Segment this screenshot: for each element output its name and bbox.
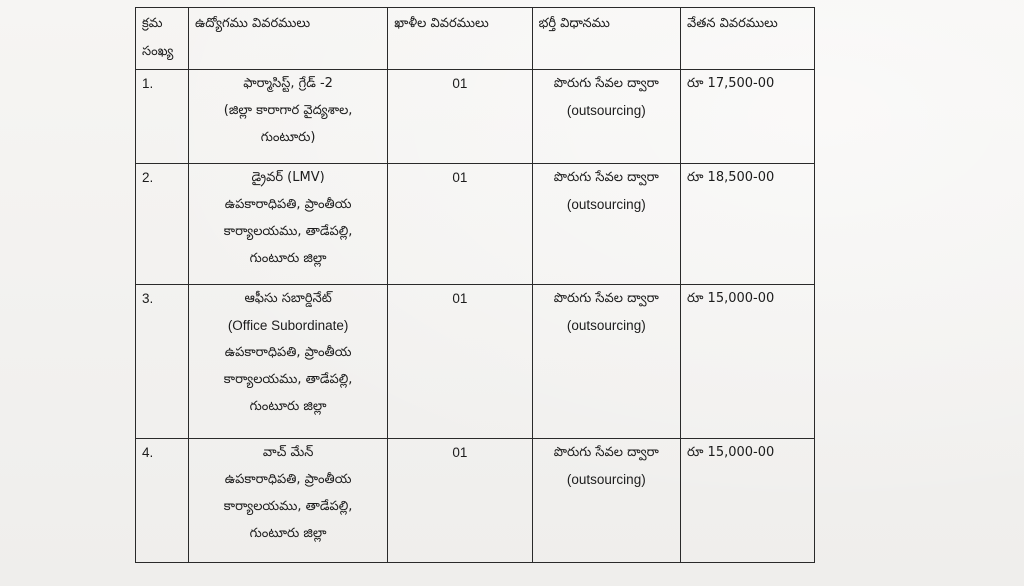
row-salary: రూ 15,000-00 <box>681 439 815 563</box>
header-recruitment-method: భర్తీ విధానము <box>532 8 680 70</box>
row-vacancy-count: 01 <box>388 285 532 439</box>
header-serial-line-2: సంఖ్య <box>142 44 174 59</box>
row-vacancy-count: 01 <box>388 70 532 164</box>
row-salary: రూ 15,000-00 <box>681 285 815 439</box>
job-line: ఉపకారాధిపతి, ప్రాంతీయ <box>224 197 352 212</box>
header-vacancy-details: ఖాళీల వివరములు <box>388 8 532 70</box>
job-line: కార్యాలయము, తాడేపల్లి, <box>223 499 353 514</box>
job-line: గుంటూరు జిల్లా <box>249 251 327 266</box>
row-job-details <box>188 70 387 164</box>
row-recruitment-method <box>532 439 680 563</box>
job-line: ఆఫీసు సబార్డినేట్ <box>244 291 332 306</box>
row-recruitment-method <box>532 285 680 439</box>
method-line: (outsourcing) <box>566 197 646 212</box>
row-salary: రూ 18,500-00 <box>681 164 815 285</box>
job-line: గుంటూరు జిల్లా <box>249 399 327 414</box>
table-row <box>136 70 815 164</box>
row-serial-number: 3. <box>136 285 189 439</box>
job-line: గుంటూరు) <box>260 130 316 145</box>
row-recruitment-method <box>532 70 680 164</box>
job-line: ఉపకారాధిపతి, ప్రాంతీయ <box>224 345 352 360</box>
row-vacancy-count: 01 <box>388 164 532 285</box>
method-line: పొరుగు సేవల ద్వారా <box>553 445 659 460</box>
table-row <box>136 439 815 563</box>
row-serial-number: 4. <box>136 439 189 563</box>
job-line: (జిల్లా కారాగార వైద్యశాల, <box>223 103 353 118</box>
method-line: పొరుగు సేవల ద్వారా <box>553 76 659 91</box>
job-line: డ్రైవర్ (LMV) <box>251 170 325 185</box>
job-line: ఫార్మాసిస్ట్, గ్రేడ్ -2 <box>243 76 333 91</box>
method-line: (outsourcing) <box>566 103 646 118</box>
job-line: (Office Subordinate) <box>227 318 349 333</box>
row-job-details <box>188 285 387 439</box>
row-serial-number: 2. <box>136 164 189 285</box>
table-row <box>136 164 815 285</box>
row-recruitment-method <box>532 164 680 285</box>
row-vacancy-count: 01 <box>388 439 532 563</box>
row-job-details <box>188 439 387 563</box>
job-line: గుంటూరు జిల్లా <box>249 526 327 541</box>
job-line: కార్యాలయము, తాడేపల్లి, <box>223 372 353 387</box>
row-serial-number: 1. <box>136 70 189 164</box>
method-line: (outsourcing) <box>566 472 646 487</box>
job-line: ఉపకారాధిపతి, ప్రాంతీయ <box>224 472 352 487</box>
job-line: వాచ్ మేన్ <box>262 445 314 460</box>
row-salary: రూ 17,500-00 <box>681 70 815 164</box>
method-line: పొరుగు సేవల ద్వారా <box>553 170 659 185</box>
table-header-row <box>136 8 815 70</box>
table-row <box>136 285 815 439</box>
method-line: పొరుగు సేవల ద్వారా <box>553 291 659 306</box>
header-serial-number <box>136 8 189 70</box>
header-salary-details: వేతన వివరములు <box>681 8 815 70</box>
vacancy-table <box>135 7 815 563</box>
header-job-details: ఉద్యోగము వివరములు <box>188 8 387 70</box>
row-job-details <box>188 164 387 285</box>
job-line: కార్యాలయము, తాడేపల్లి, <box>223 224 353 239</box>
method-line: (outsourcing) <box>566 318 646 333</box>
header-serial-line-1: క్రమ <box>142 16 163 31</box>
